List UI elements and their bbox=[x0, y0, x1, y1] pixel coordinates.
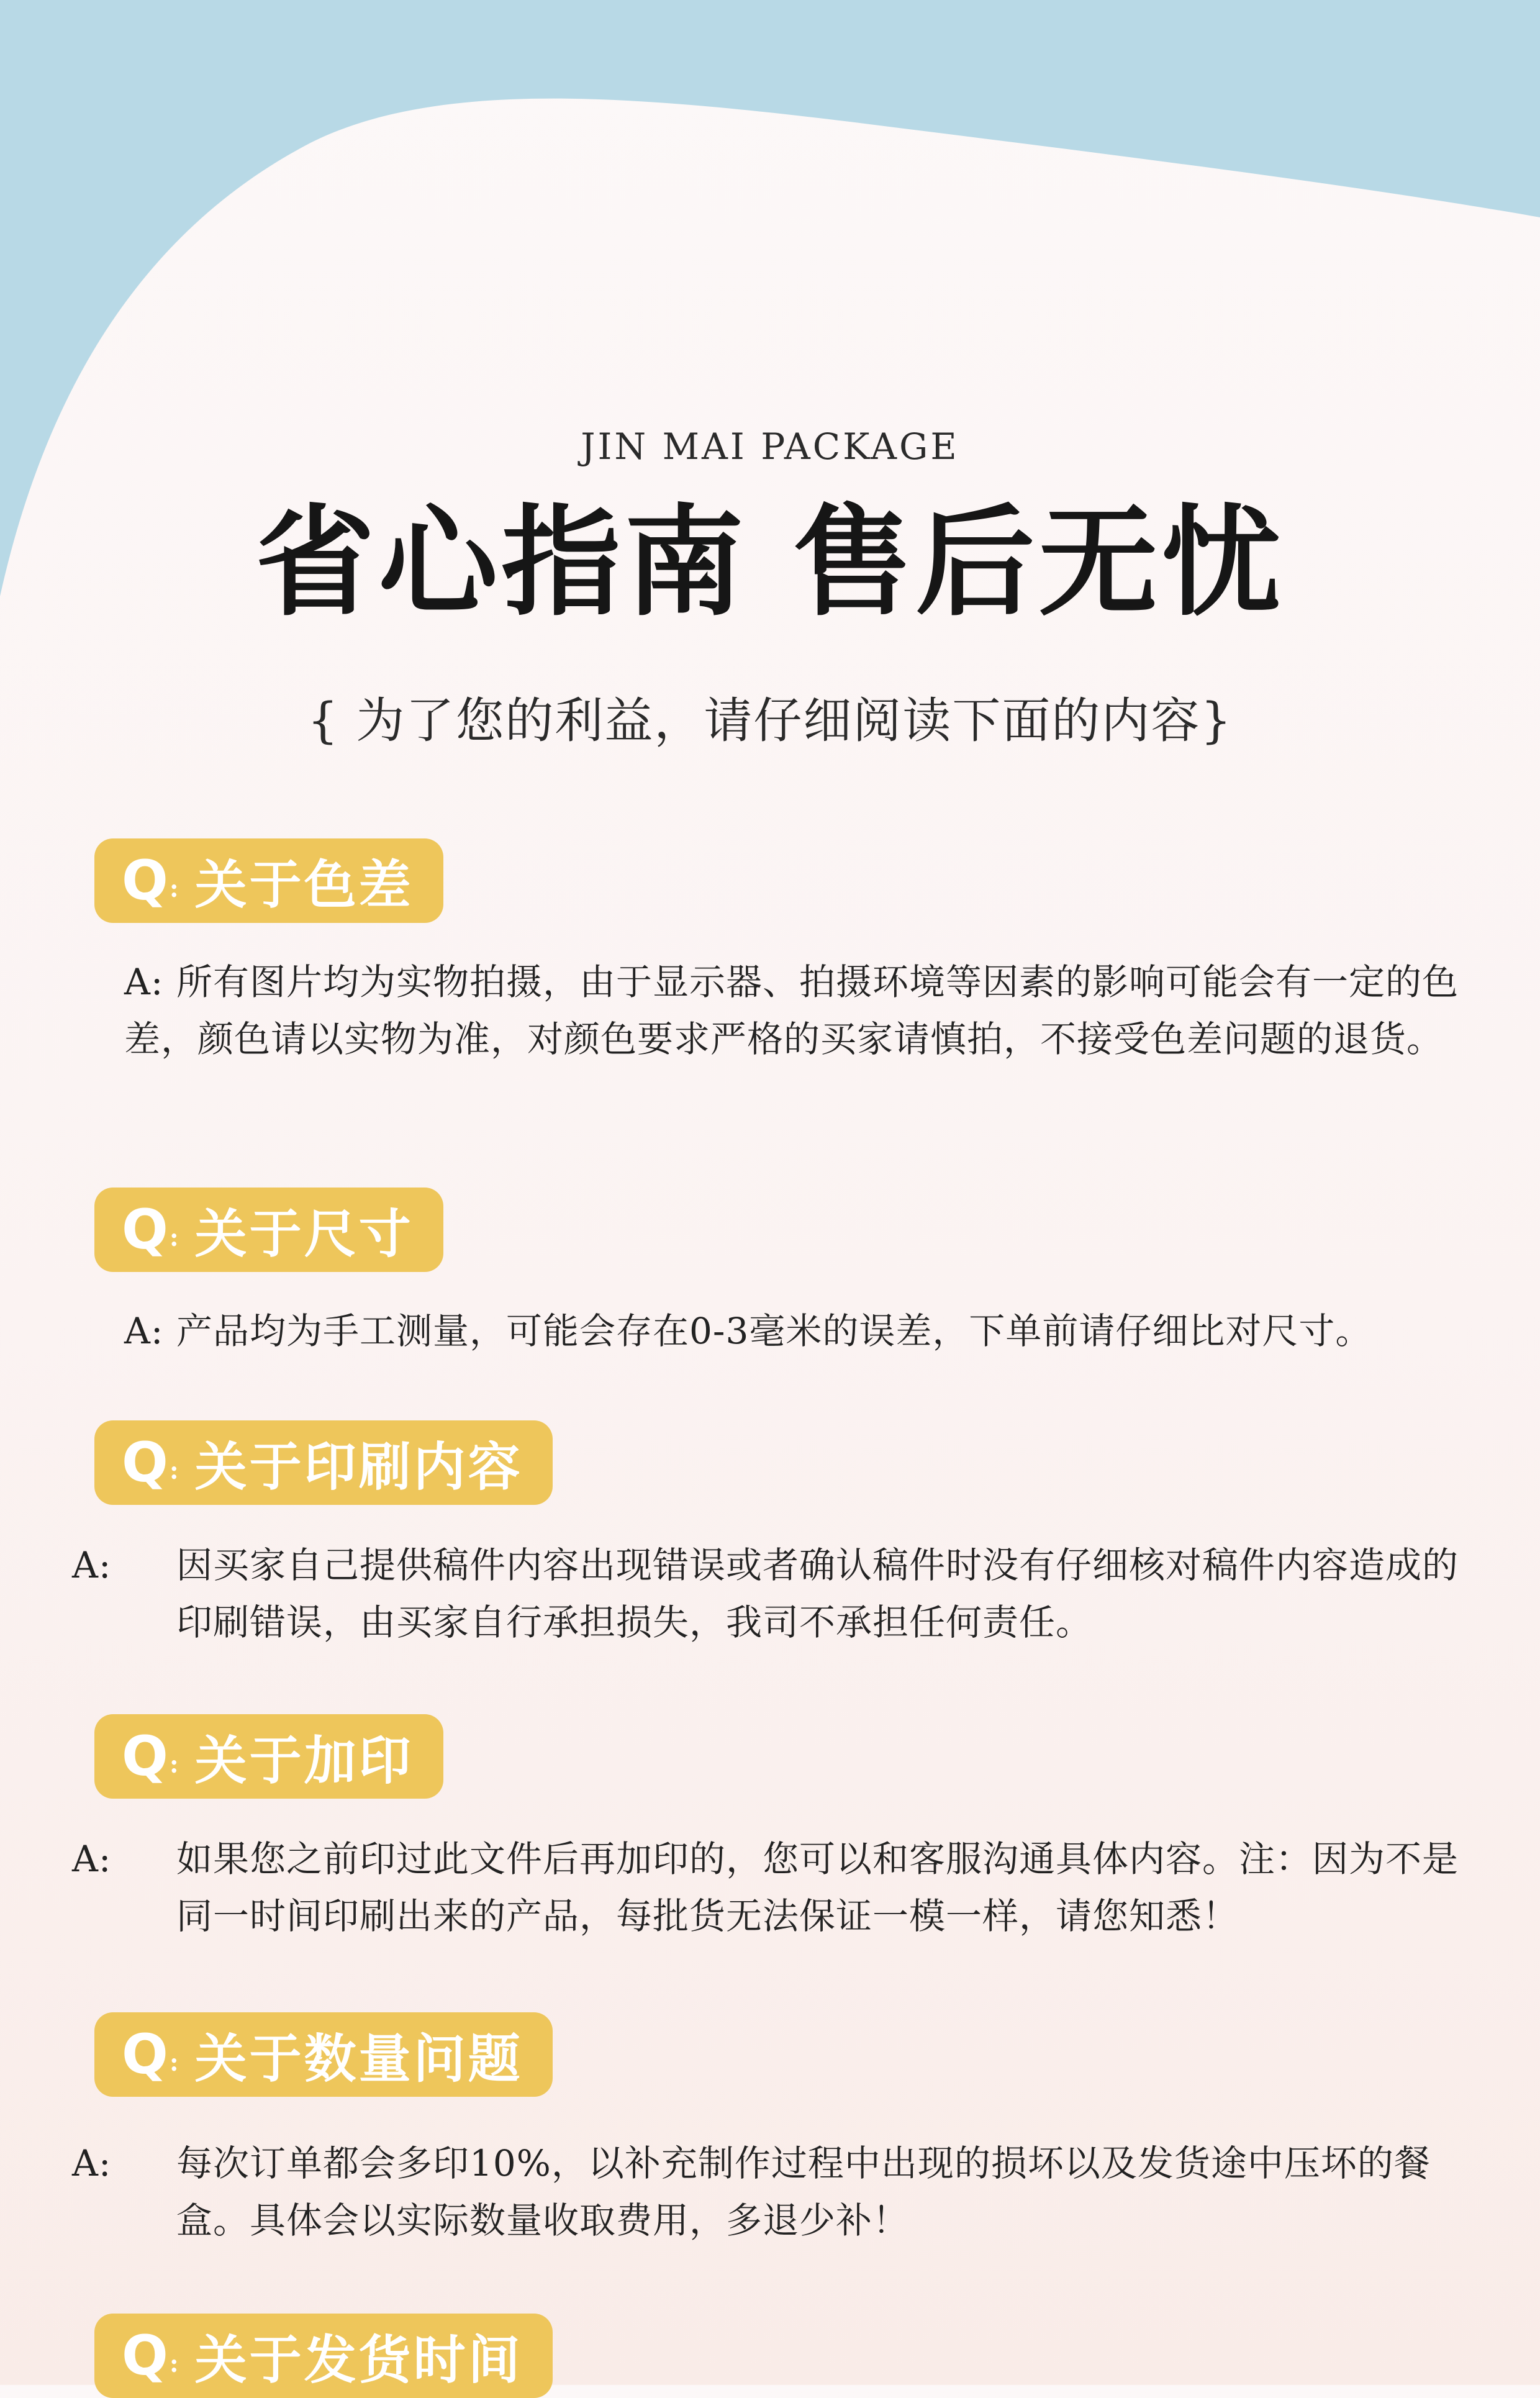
question-badge-reprint bbox=[94, 1714, 443, 1799]
question-badge-size bbox=[94, 1188, 443, 1272]
page-title: 省心指南 售后无忧 bbox=[255, 493, 1285, 632]
q-icon: Q : bbox=[122, 1724, 179, 1788]
answer-text: A: 如果您之前印过此文件后再加印的，您可以和客服沟通具体内容。注：因为不是同一时间印刷出来的产品，每批货无法保证一模一样，请您知悉！ bbox=[124, 1830, 1459, 1945]
answer-text: A: 所有图片均为实物拍摄，由于显示器、拍摄环境等因素的影响可能会有一定的色差，颜色请以实物为准，对颜色要求严格的买家请慎拍，不接受色差问题的退货。 bbox=[124, 953, 1459, 1068]
brand-name: JIN MAI PACKAGE bbox=[581, 425, 959, 468]
question-label: 关于尺寸 bbox=[194, 1202, 414, 1265]
question-label: 关于发货时间 bbox=[194, 2328, 523, 2391]
answer-prefix: A: bbox=[72, 2142, 112, 2184]
q-icon: Q : bbox=[122, 1197, 179, 1261]
answer-text: A: 每次订单都会多印10%，以补充制作过程中出现的损坏以及发货途中压坏的餐盒。具体会以实际数量收取费用，多退少补！ bbox=[124, 2135, 1459, 2249]
answer-prefix: A: bbox=[124, 961, 164, 1003]
question-badge-print-content bbox=[94, 1420, 553, 1505]
answer-prefix: A: bbox=[72, 1544, 112, 1586]
q-icon: Q : bbox=[122, 2323, 179, 2387]
question-badge-shipping-time bbox=[94, 2314, 553, 2398]
question-label: 关于印刷内容 bbox=[194, 1435, 523, 1497]
question-badge-color-difference bbox=[94, 838, 443, 923]
page-subtitle: { 为了您的利益，请仔细阅读下面的内容} bbox=[307, 693, 1233, 749]
answer-text: A: 产品均为手工测量，可能会存在0-3毫米的误差，下单前请仔细比对尺寸。 bbox=[124, 1302, 1459, 1360]
question-label: 关于色差 bbox=[194, 853, 414, 915]
q-icon: Q : bbox=[122, 2022, 179, 2086]
question-badge-quantity bbox=[94, 2012, 553, 2097]
question-label: 关于加印 bbox=[194, 1729, 414, 1791]
answer-text: A: 因买家自己提供稿件内容出现错误或者确认稿件时没有仔细核对稿件内容造成的印刷错误，由买家自行承担损失，我司不承担任何责任。 bbox=[124, 1537, 1459, 1651]
question-label: 关于数量问题 bbox=[194, 2027, 523, 2089]
answer-prefix: A: bbox=[124, 1310, 164, 1352]
answer-prefix: A: bbox=[72, 1838, 112, 1880]
q-icon: Q : bbox=[122, 848, 179, 912]
q-icon: Q : bbox=[122, 1430, 179, 1494]
